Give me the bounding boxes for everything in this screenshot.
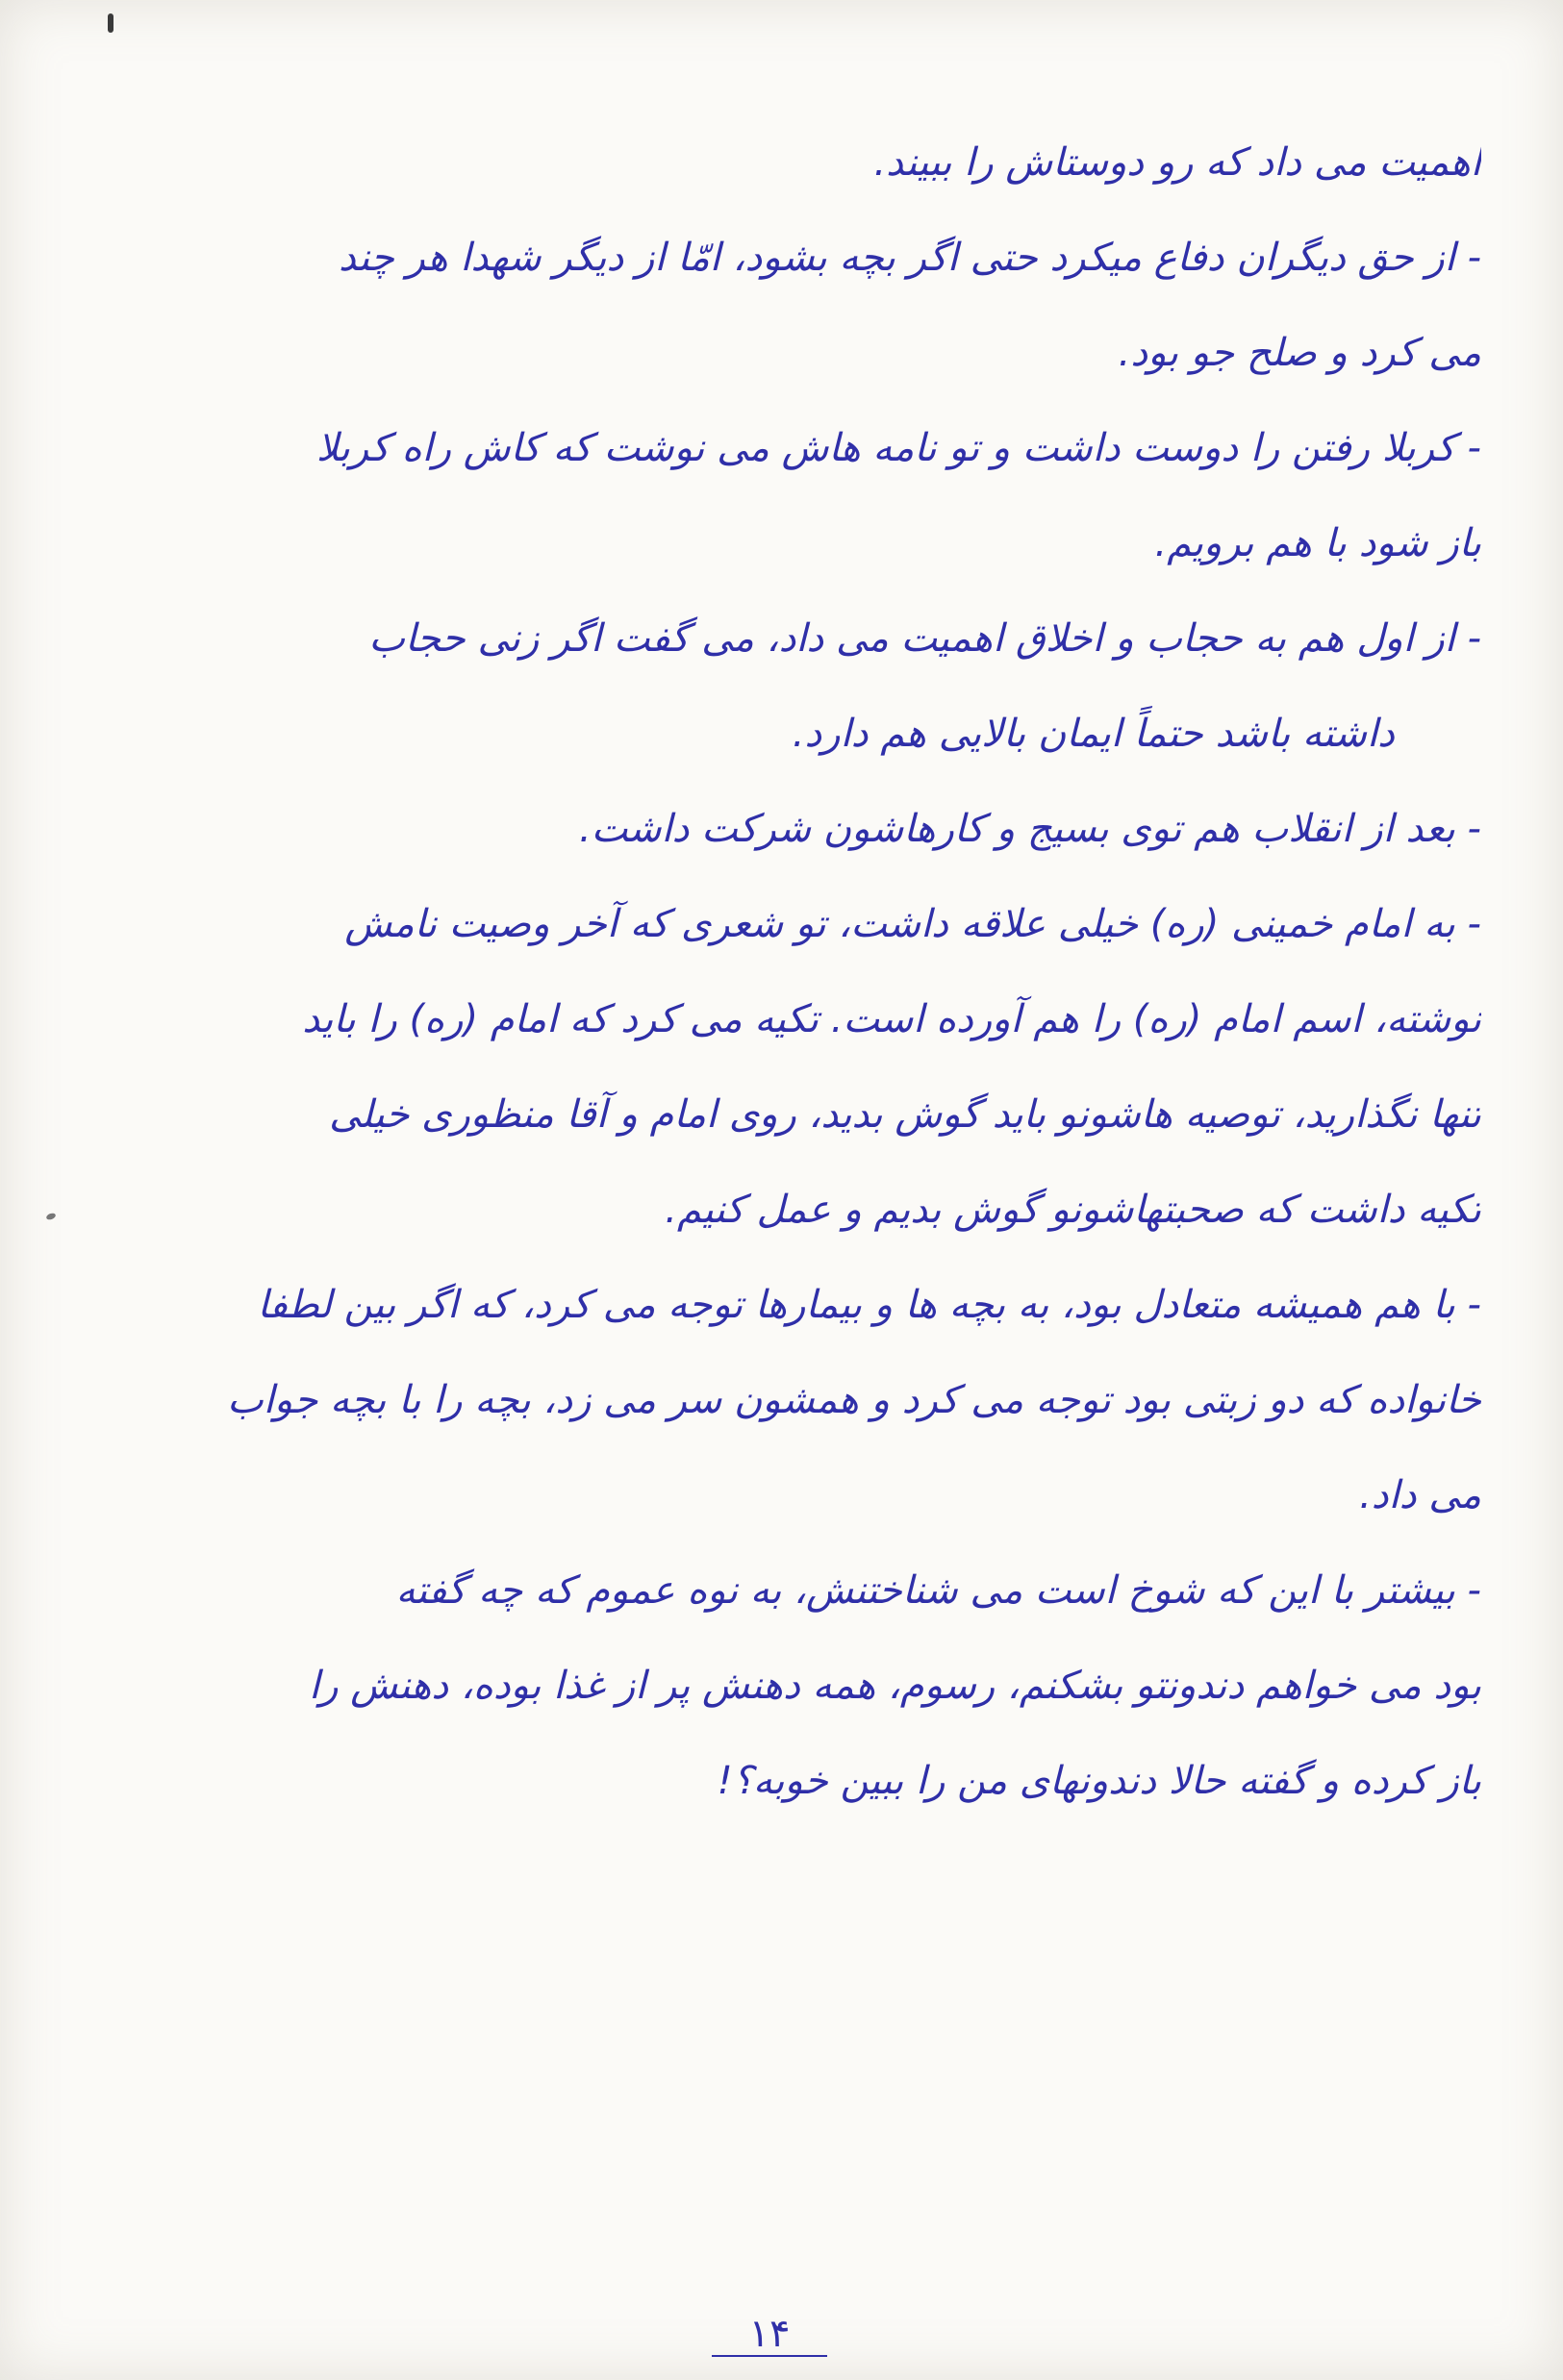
text-line-1: اهمیت می داد که رو دوستاش را ببیند. — [873, 140, 1481, 185]
page-number: ۱۴ — [712, 2313, 827, 2357]
text-line-17: بود می خواهم دندونتو بشکنم، رسوم، همه دهنش پر از غذا بوده، دهنش را — [309, 1664, 1481, 1708]
text-line-9: - به امام خمینی (ره) خیلی علاقه داشت، تو شعری که آخر وصیت نامش — [344, 902, 1481, 946]
paper-speck — [45, 1212, 56, 1220]
text-line-13: - با هم همیشه متعادل بود، به بچه ها و بیمارها توجه می کرد، که اگر بین لطفا — [257, 1283, 1481, 1327]
text-line-2: - از حق دیگران دفاع میکرد حتی اگر بچه بشود، امّا از دیگر شهدا هر چند — [339, 236, 1481, 280]
ink-mark — [108, 13, 113, 33]
text-line-15: می داد. — [1359, 1473, 1481, 1517]
text-line-8: - بعد از انقلاب هم توی بسیج و کارهاشون شرکت داشت. — [578, 807, 1481, 851]
text-line-14: خانواده که دو زبتی بود توجه می کرد و همشون سر می زد، بچه را با بچه جواب — [227, 1378, 1481, 1422]
text-line-12: تکیه داشت که صحبتهاشونو گوش بدیم و عمل کنیم. — [665, 1188, 1481, 1232]
text-line-4: - کربلا رفتن را دوست داشت و تو نامه هاش می نوشت که کاش راه کربلا — [315, 426, 1481, 470]
text-line-6: - از اول هم به حجاب و اخلاق اهمیت می داد، می گفت اگر زنی حجاب — [368, 616, 1481, 661]
text-line-18: باز کرده و گفته حالا دندونهای من را ببین خوبه؟! — [717, 1759, 1481, 1803]
text-line-3: می کرد و صلح جو بود. — [1118, 331, 1481, 375]
text-line-10: نوشته، اسم امام (ره) را هم آورده است. تکیه می کرد که امام (ره) را باید — [302, 997, 1481, 1041]
handwritten-text — [67, 115, 1481, 1829]
text-line-5: باز شود با هم برویم. — [1154, 521, 1481, 565]
text-line-7: داشته باشد حتماً ایمان بالایی هم دارد. — [792, 712, 1395, 756]
text-line-16: - بیشتر با این که شوخ است می شناختنش، به نوه عموم که چه گفته — [395, 1568, 1481, 1613]
text-line-11: تنها نگذارید، توصیه هاشونو باید گوش بدید، روی امام و آقا منظوری خیلی — [329, 1092, 1481, 1137]
